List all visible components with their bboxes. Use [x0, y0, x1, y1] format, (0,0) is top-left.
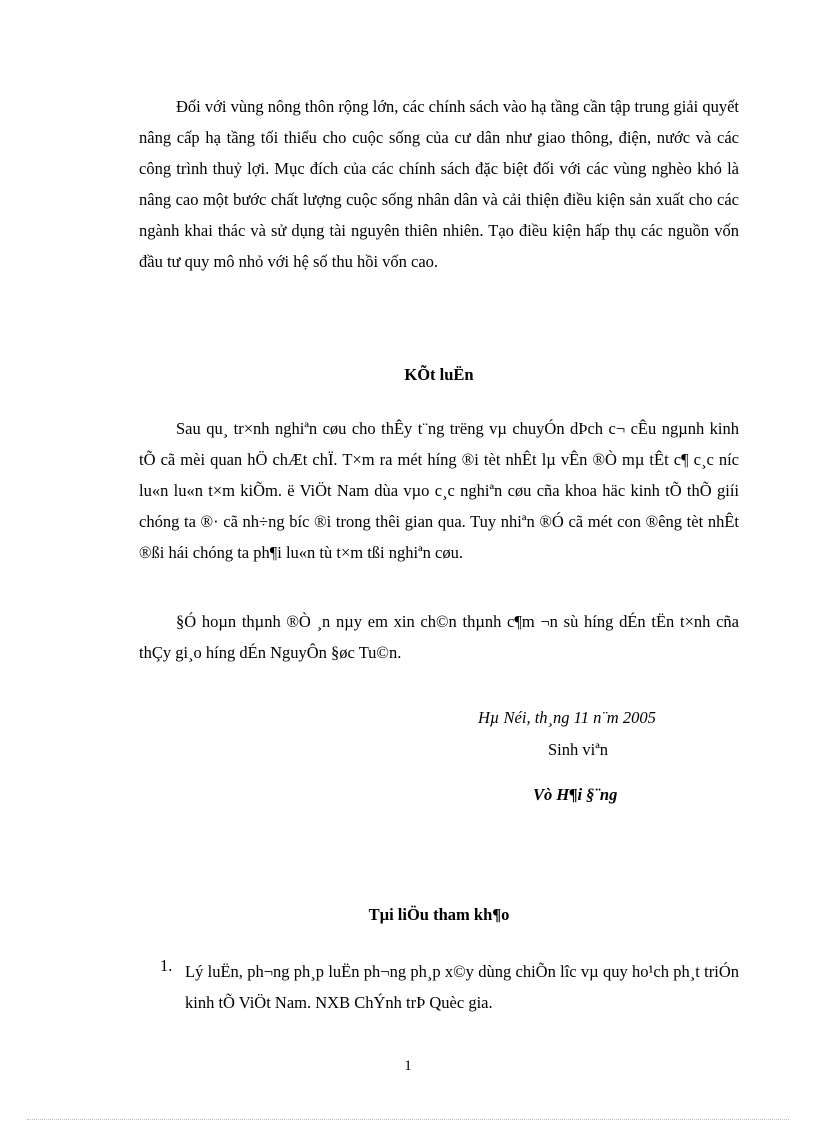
conclusion-paragraph-1: Sau qu¸ tr×nh nghiªn cøu cho thÊy t¨ng trëng vµ chuyÓn dÞch c¬ cÊu ngµnh kinh tÕ cã mèi quan hÖ chÆt chÏ. T×m ra mét híng ®i tèt nhÊt lµ vÊn ®Ò mµ tÊt c¶ c¸c níc lu«n lu«n t×m kiÕm. ë ViÖt Nam dùa vµo c¸c nghiªn cøu cña khoa häc kinh tÕ thÕ giíi chóng ta ®· cã nh÷ng bíc ®i trong thêi gian qua. Tuy nhiªn ®Ó cã mét con ®êng tèt nhÊt ®ßi hái chóng ta ph¶i lu«n tù t×m tßi nghiªn cøu. [139, 419, 739, 562]
page-bottom-border [27, 1119, 789, 1120]
conclusion-paragraph-2: §Ó hoµn thµnh ®Ò ¸n nµy em xin ch©n thµnh c¶m ¬n sù híng dÉn tËn t×nh cña thÇy gi¸o híng dÉn NguyÔn §øc Tu©n. [139, 612, 739, 662]
signature-place-date: Hµ Néi, th¸ng 11 n¨m 2005 [478, 708, 656, 727]
page-number: 1 [404, 1058, 412, 1074]
signature-role: Sinh viªn [548, 740, 609, 759]
conclusion-heading: KÕt luËn [404, 365, 474, 384]
reference-text: Lý luËn, ph¬ng ph¸p luËn ph¬ng ph¸p x©y dùng chiÕn lîc vµ quy ho¹ch ph¸t triÓn kinh tÕ ViÖt Nam. NXB ChÝnh trÞ Quèc gia. [185, 962, 739, 1012]
reference-number: 1. [160, 956, 173, 975]
signature-name: Vò H¶i §¨ng [533, 785, 618, 804]
intro-paragraph: Đối với vùng nông thôn rộng lớn, các chính sách vào hạ tầng cần tập trung giải quyết nâng cấp hạ tầng tối thiểu cho cuộc sống của cư dân như giao thông, điện, nước và các công trình thuỷ lợi. Mục đích của các chính sách đặc biệt đối với các vùng nghèo khó là nâng cao một bước chất lượng cuộc sống nhân dân và cải thiện điều kiện sản xuất cho các ngành khai thác và sử dụng tài nguyên thiên nhiên. Tạo điều kiện hấp thụ các nguồn vốn đầu tư quy mô nhỏ với hệ số thu hồi vốn cao. [139, 97, 739, 271]
reference-item [0, 956, 816, 1026]
references-heading: Tµi liÖu tham kh¶o [368, 905, 510, 924]
